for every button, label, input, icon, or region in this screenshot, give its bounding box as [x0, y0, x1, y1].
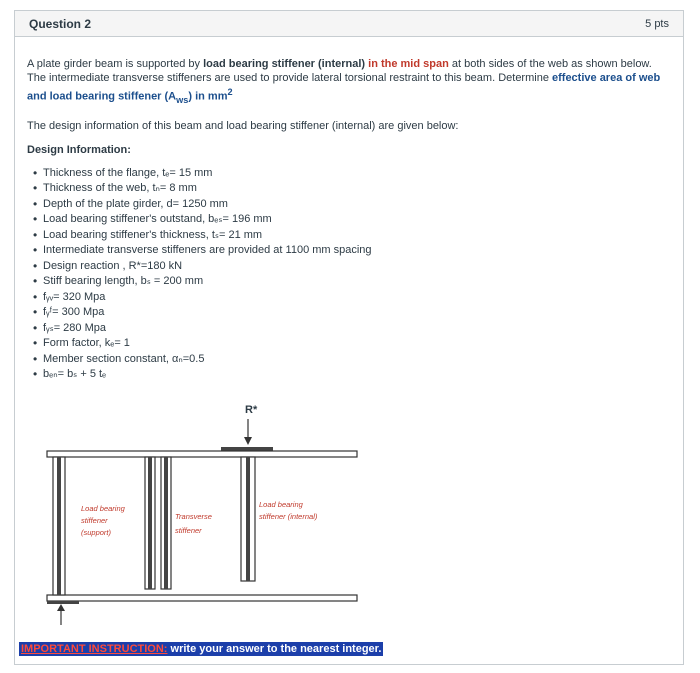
intro-sup: 2: [227, 87, 233, 97]
important-instruction: [19, 642, 383, 656]
internal-stiffener-inner: [246, 457, 250, 581]
question-card: [14, 10, 684, 665]
support-stiffener-inner: [57, 457, 61, 595]
list-item: • Member section constant, αₙ=0.5: [33, 351, 205, 366]
question-title: Question 2: [29, 16, 92, 31]
support-plate: [47, 601, 79, 604]
design-list: [27, 165, 671, 382]
intro-sub: ws: [176, 94, 189, 105]
question-header: [15, 11, 683, 37]
intro-blue: effective area of web and load bearing stiffener (A: [27, 72, 661, 103]
list-item: • Thickness of the web, tₙ= 8 mm: [33, 181, 197, 196]
list-item: • Load bearing stiffener's outstand, bₑₛ= 196 mm: [33, 212, 272, 227]
right-label-1: Load bearing: [259, 500, 303, 509]
instruction-text: write your answer to the nearest integer.: [167, 643, 382, 655]
list-item: • fᵧₛ= 280 Mpa: [33, 320, 106, 335]
design-text: The design information of this beam and load bearing stiffener (internal) are given below:: [27, 119, 459, 132]
load-label: R*: [245, 404, 258, 416]
question-intro: [27, 57, 667, 107]
list-item: • fᵧᵥ= 320 Mpa: [33, 289, 106, 304]
support-arrow-head: [57, 604, 65, 611]
right-label-2: stiffener (internal): [259, 512, 318, 521]
svg-text:Load bearing stiffener: [81, 504, 127, 537]
middle-label-1: Transverse: [175, 512, 212, 521]
list-item: • Thickness of the flange, tₑ= 15 mm: [33, 165, 213, 180]
list-item: • Design reaction , R*=180 kN: [33, 258, 183, 273]
question-body: [15, 37, 683, 382]
intro-text-2: at both sides of the web as shown below. The intermediate transverse stiffeners are used to provide lateral torsional restraint to this beam. Determine: [27, 58, 652, 84]
list-item: • Stiff bearing length, bₛ = 200 mm: [33, 274, 204, 289]
left-label-1: Load bearing: [81, 504, 125, 513]
bottom-flange: [47, 595, 357, 601]
bearing-plate: [221, 447, 273, 451]
list-item: • bₑₙ= bₛ + 5 tₑ: [33, 367, 107, 382]
list-item: • fᵧᶠ= 300 Mpa: [33, 305, 105, 320]
left-label-2: stiffener: [81, 516, 108, 525]
top-flange: [47, 451, 357, 457]
design-heading: Design Information:: [27, 143, 131, 156]
intro-blue-2: ) in mm: [188, 90, 228, 103]
left-label-3: (support): [81, 528, 112, 537]
svg-text:Transverse stiffener: [175, 512, 214, 535]
girder-diagram: [33, 399, 365, 625]
intro-text-1: A plate girder beam is supported by: [27, 58, 204, 70]
transverse-stiffener-2-inner: [164, 457, 168, 589]
intro-red: in the mid span: [365, 58, 449, 70]
svg-text:Load bearing stiffener (: [259, 500, 318, 521]
transverse-stiffener-1-inner: [148, 457, 152, 589]
load-arrow-head: [244, 437, 252, 445]
instruction-heading: IMPORTANT INSTRUCTION:: [21, 643, 168, 655]
question-points: 5 pts: [645, 17, 669, 30]
intro-bold-1: load bearing stiffener (internal): [203, 58, 366, 70]
list-item: • Form factor, kₑ= 1: [33, 336, 130, 351]
list-item: • Load bearing stiffener's thickness, tₛ= 21 mm: [33, 227, 263, 242]
list-item: • Depth of the plate girder, d= 1250 mm: [33, 196, 228, 211]
list-item: • Intermediate transverse stiffeners are provided at 1100 mm spacing: [33, 243, 372, 258]
middle-label-2: stiffener: [175, 526, 202, 535]
